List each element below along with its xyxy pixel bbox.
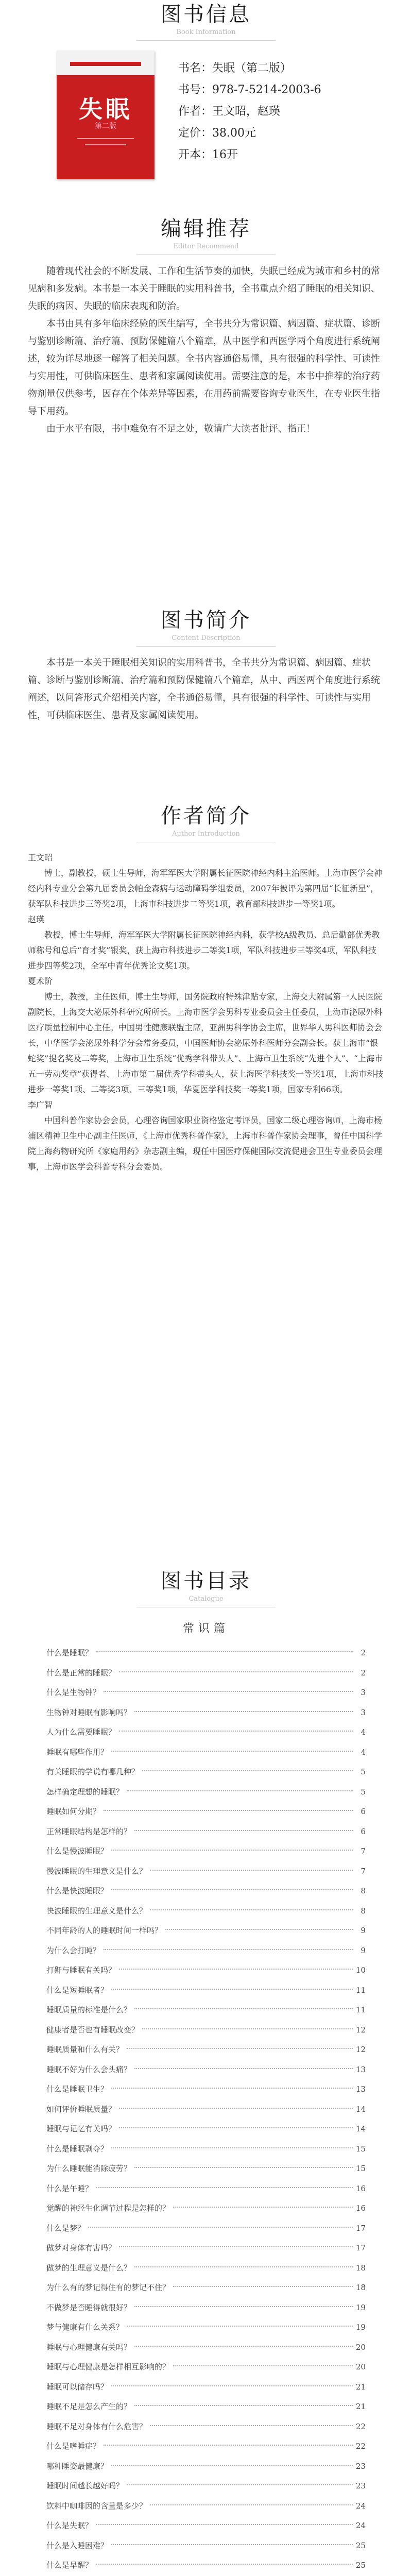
catalog-entry-page: 13 (355, 2064, 366, 2074)
catalog-leader-dots (96, 2564, 353, 2565)
catalog-entry[interactable] (46, 1722, 366, 1742)
section-title: 作者简介 (161, 804, 251, 828)
section-title: 编辑推荐 (161, 217, 251, 241)
catalog-entry-page: 2 (360, 1668, 366, 1677)
catalog-leader-dots (111, 2465, 353, 2466)
section-subtitle: Editor Recommend (173, 243, 239, 250)
catalog-leader-dots (142, 1770, 353, 1771)
catalog-leader-dots (134, 2405, 353, 2406)
catalog-entry-page: 24 (355, 2521, 366, 2530)
catalog-entry-title: 睡眠不好为什么会头痛？ (46, 2064, 132, 2074)
catalog-entry-page: 20 (355, 2342, 366, 2352)
catalog-leader-dots (173, 2207, 353, 2208)
catalog-entry-page: 3 (360, 1688, 366, 1697)
catalog-entry-title: 什么是梦？ (46, 2223, 85, 2233)
catalog-leader-dots (134, 1830, 353, 1831)
section-title: 图书简介 (161, 608, 251, 632)
catalog-leader-dots (111, 2088, 353, 2089)
catalog-entry-title: 饮料中咖啡因的含量是多少？ (46, 2501, 147, 2511)
catalog-entry-page: 16 (355, 2204, 366, 2213)
recommend-paragraph: 随着现代社会的不断发展、工作和生活节奏的加快，失眠已经成为城市和乡村的常见病和多发病。本书是一本关于睡眠的实用科普书，全书重点介绍了睡眠的相关知识、失眠的病因、失眠的临床表现和防治。 (28, 266, 380, 312)
section-title: 图书信息 (161, 3, 251, 26)
catalog-entry-title: 睡眠与心理健康有关吗？ (46, 2342, 132, 2352)
meta-row-format (178, 144, 321, 166)
catalog-entry-title: 觉醒的神经生化调节过程是怎样的？ (46, 2204, 170, 2213)
catalog-entry-title: 睡眠如何分期？ (46, 1807, 101, 1816)
catalog-entry[interactable] (46, 1841, 366, 1861)
meta-row-isbn (178, 79, 321, 101)
catalog-entry-page: 9 (360, 1926, 366, 1935)
catalog-entry-title: 睡眠时间越长越好吗？ (46, 2481, 124, 2490)
book-cover (57, 50, 154, 179)
catalog-entry[interactable] (46, 2317, 366, 2337)
catalog-entry-title: 睡眠质量的标准是什么？ (46, 2005, 132, 2014)
meta-label: 书名： (178, 62, 213, 75)
catalog-entry-page: 19 (355, 2302, 366, 2312)
meta-row-price (178, 123, 321, 144)
catalog-entry-page: 14 (355, 2124, 366, 2133)
catalog-entry-page: 22 (355, 2421, 366, 2431)
author-bio: 博士，教授，主任医师，博士生导师，国务院政府特殊津贴专家，上海交大附属第一人民医院副院长，上海交大泌尿外科研究所所长。上海市医学会男科专业委员会主任委员，上海市泌尿外科医疗质量控制中心主任。中国男性健康联盟主席，亚洲男科学协会主席，世界华人男科医师协会会长，中华医学会泌尿外科学分会常务委员，中国医师协会泌尿外科医师分会副会长。获上海市“银蛇奖”提名奖及二等奖，上海市卫生系统“优秀学科带头人”、上海市卫生系统“先进个人”、“上海市五一劳动奖章”获得者、上海市第二届优秀学科带头人，获上海医学科技奖一等奖1项，上海市科技进步一等奖1项、二等奖3项、三等奖1项，华夏医学科技奖一等奖1项，国家专利66项。 (28, 992, 384, 1094)
author-name: 夏术阶 (28, 976, 53, 986)
catalog-entry[interactable] (46, 2139, 366, 2159)
section-divider (136, 40, 276, 41)
catalog-entry-title: 不同年龄的人的睡眠时间一样吗？ (46, 1926, 163, 1935)
catalog-entry-page: 8 (360, 1906, 366, 1916)
catalog-entry[interactable] (46, 2040, 366, 2060)
catalog-entry[interactable] (46, 2516, 366, 2536)
catalog-entry-title: 什么是睡眠？ (46, 1648, 93, 1657)
section-title: 图书目录 (161, 1569, 251, 1593)
meta-value: 16开 (212, 148, 238, 161)
catalog-entry-title: 睡眠与记忆有关吗？ (46, 2124, 116, 2133)
catalog-entry[interactable] (46, 1901, 366, 1921)
catalog-entry-title: 什么是睡眠卫生？ (46, 2084, 109, 2094)
intro-text (0, 654, 412, 724)
author-name: 王文昭 (28, 853, 53, 862)
catalog-entry-page: 16 (355, 2183, 366, 2193)
catalog-entry-page: 25 (355, 2540, 366, 2550)
catalog-leader-dots (119, 2108, 353, 2109)
catalog-leader-dots (127, 2048, 353, 2049)
catalog-entry-title: 慢波睡眠的生理意义是什么？ (46, 1866, 147, 1876)
catalog-entry-page: 7 (360, 1846, 366, 1856)
catalog-entry[interactable] (46, 2337, 366, 2358)
catalog-entry[interactable] (46, 1802, 366, 1822)
catalog-entry-page: 2 (360, 1648, 366, 1657)
catalog-leader-dots (134, 2068, 353, 2069)
recommend-paragraph: 本书由具有多年临床经验的医生编写，全书共分为常识篇、病因篇、症状篇、诊断与鉴别诊断篇、治疗篇、预防保健篇八个篇章，从中医学和西医学两个角度进行系统阐述，较为详尽地逐一解答了相关问题。全书内容通俗易懂，具有很强的科学性、可读性与实用性，可供临床医生、患者和家属阅读使用。需要注意的是，本书中推荐的治疗药物剂量仅供参考，因存在个体差异等因素，在用药前需要咨询专业医生，在专业医生指导下用药。 (28, 318, 380, 417)
catalog-leader-dots (96, 2187, 353, 2188)
catalog-leader-dots (119, 2246, 353, 2247)
catalog-leader-dots (127, 2484, 353, 2485)
catalog-leader-dots (134, 1711, 353, 1712)
catalog-entry-page: 20 (355, 2362, 366, 2371)
author-name: 李广智 (28, 1100, 53, 1110)
catalog-leader-dots (111, 1850, 353, 1851)
catalog-entry-title: 健康者是否也有睡眠改变？ (46, 2025, 140, 2035)
cover-band (70, 62, 141, 66)
catalog-entry-title: 什么是短睡眠者？ (46, 1985, 109, 1995)
section-subtitle: Content Description (171, 634, 241, 642)
section-header-author (0, 804, 412, 842)
section-divider (136, 646, 276, 647)
catalog-entry[interactable] (46, 2298, 366, 2318)
catalog-entry[interactable] (46, 2000, 366, 2020)
catalog-entry-title: 什么是早醒？ (46, 2561, 93, 2570)
author-text (0, 850, 412, 1175)
catalog-entry[interactable] (46, 2099, 366, 2120)
catalog-entry[interactable] (46, 2079, 366, 2099)
catalog-entry[interactable] (46, 1742, 366, 1762)
section-header-recommend (0, 216, 412, 255)
catalog-leader-dots (127, 1790, 353, 1791)
catalog-leader-dots (96, 2524, 353, 2525)
catalog-leader-dots (111, 2385, 353, 2386)
catalog-entry-page: 25 (355, 2561, 366, 2570)
catalog-leader-dots (134, 2008, 353, 2009)
intro-paragraph: 本书是一本关于睡眠相关知识的实用科普书，全书共分为常识篇、病因篇、症状篇、诊断与鉴别诊断篇、治疗篇和预防保健篇八个篇章，从中、西医两个角度进行系统阐述，以问答形式介绍相关内容，全书通俗易懂，具有很强的科学性、可读性与实用性，可供临床医生、患者及家属阅读使用。 (28, 657, 380, 721)
catalog-entry[interactable] (46, 2357, 366, 2377)
catalog-entry-title: 睡眠有哪些作用？ (46, 1747, 109, 1757)
catalog-entry-title: 什么是睡眠剥夺？ (46, 2144, 109, 2154)
catalog-entry-page: 10 (355, 1965, 366, 1975)
catalog-entry-page: 17 (355, 2243, 366, 2252)
recommend-paragraph: 由于水平有限，书中难免有不足之处，敬请广大读者批评、指正！ (46, 423, 315, 434)
catalog-entry-title: 睡眠不足对身体有什么危害？ (46, 2421, 147, 2431)
catalog-entry-title: 不做梦是否睡得就很好？ (46, 2302, 132, 2312)
catalog-entry-page: 23 (355, 2481, 366, 2490)
catalog-entry[interactable] (46, 2377, 366, 2397)
section-header-info (0, 2, 412, 41)
catalog-leader-dots (142, 2028, 353, 2029)
catalog-entry-page: 19 (355, 2323, 366, 2332)
meta-value: 978-7-5214-2003-6 (212, 83, 321, 96)
catalog-entry-title: 生物钟对睡眠有影响吗？ (46, 1707, 132, 1717)
catalog-leader-dots (88, 2227, 353, 2228)
section-subtitle: Catalogue (188, 1595, 224, 1603)
recommend-text (0, 263, 412, 438)
cover-rule (85, 144, 126, 145)
catalog-entry-page: 6 (360, 1826, 366, 1836)
catalog-entry[interactable] (46, 2218, 366, 2239)
meta-label: 书号： (178, 83, 213, 96)
catalog-entry[interactable] (46, 2436, 366, 2456)
catalog-leader-dots (127, 2326, 353, 2327)
catalog-entry-title: 做梦的生理意义是什么？ (46, 2263, 132, 2273)
catalog-entry-title: 什么是慢波睡眠？ (46, 1846, 109, 1856)
section-header-catalog (0, 1569, 412, 1607)
meta-label: 定价： (178, 127, 213, 140)
catalog-part-title: 常识篇 (182, 1622, 229, 1635)
catalog (46, 1613, 366, 2576)
author-name: 赵瑛 (28, 914, 45, 924)
catalog-entry-title: 梦与健康有什么关系？ (46, 2323, 124, 2332)
catalog-entry-page: 22 (355, 2442, 366, 2451)
catalog-leader-dots (134, 2306, 353, 2307)
catalog-entry-title: 什么是正常的睡眠？ (46, 1668, 116, 1677)
catalog-entry[interactable] (46, 1861, 366, 1882)
catalog-entry-title: 如何评价睡眠质量？ (46, 2104, 116, 2114)
meta-row-author (178, 101, 321, 123)
catalog-entry-title: 什么是快波睡眠？ (46, 1886, 109, 1895)
catalog-entry[interactable] (46, 2119, 366, 2139)
catalog-entry-page: 12 (355, 2045, 366, 2054)
catalog-entry[interactable] (46, 2198, 366, 2218)
catalog-entry[interactable] (46, 2555, 366, 2575)
catalog-leader-dots (119, 1969, 353, 1970)
catalog-entry-page: 21 (355, 2382, 366, 2392)
catalog-leader-dots (150, 1870, 353, 1871)
catalog-entry-page: 12 (355, 2025, 366, 2035)
catalog-entry-title: 有关睡眠的学说有哪几种？ (46, 1767, 140, 1776)
catalog-entry-page: 4 (360, 1727, 366, 1737)
catalog-entry-page: 21 (355, 2402, 366, 2411)
catalog-entry-title: 人为什么需要睡眠？ (46, 1727, 116, 1737)
catalog-leader-dots (119, 1671, 353, 1672)
meta-value: 38.00元 (212, 127, 256, 140)
catalog-leader-dots (165, 1929, 353, 1930)
catalog-entry-title: 为什么睡眠能消除疲劳？ (46, 2164, 132, 2173)
catalog-entry-title: 正常睡眠结构是怎样的？ (46, 1826, 132, 1836)
catalog-entry-page: 7 (360, 1866, 366, 1876)
catalog-entry[interactable] (46, 1703, 366, 1723)
meta-value: 失眠（第二版） (212, 62, 292, 75)
catalog-entry[interactable] (46, 2179, 366, 2199)
cover-title: 失眠 (79, 95, 132, 123)
catalog-leader-dots (173, 2365, 353, 2366)
catalog-leader-dots (111, 2147, 353, 2148)
catalog-entry-page: 5 (360, 1787, 366, 1797)
catalog-entry[interactable] (46, 2020, 366, 2040)
catalog-entry-page: 15 (355, 2164, 366, 2173)
catalog-leader-dots (104, 1810, 353, 1811)
catalog-entry-page: 4 (360, 1747, 366, 1757)
catalog-entry-title: 睡眠质量和什么有关？ (46, 2045, 124, 2054)
catalog-entry-page: 11 (355, 2005, 366, 2014)
catalog-entry-page: 6 (360, 1807, 366, 1816)
catalog-entry-title: 什么是失眠？ (46, 2521, 93, 2530)
catalog-leader-dots (119, 1731, 353, 1732)
catalog-leader-dots (150, 2425, 353, 2426)
section-subtitle: Book Information (176, 28, 236, 36)
section-subtitle: Author Introduction (172, 830, 240, 838)
catalog-leader-dots (173, 2286, 353, 2287)
catalog-entry[interactable] (46, 1822, 366, 1842)
catalog-entry-page: 3 (360, 1707, 366, 1717)
catalog-leader-dots (111, 2544, 353, 2545)
catalog-entry-title: 什么是午睡？ (46, 2183, 93, 2193)
cover-rule (77, 138, 134, 139)
meta-label: 作者： (178, 105, 213, 118)
catalog-entry[interactable] (46, 2456, 366, 2477)
catalog-leader-dots (111, 1889, 353, 1890)
catalog-entry[interactable] (46, 1762, 366, 1782)
catalog-entry-page: 5 (360, 1767, 366, 1776)
catalog-entry[interactable] (46, 1941, 366, 1961)
section-header-intro (0, 608, 412, 647)
catalog-entry-title: 为什么有的梦记得住有的梦记不住？ (46, 2283, 170, 2292)
catalog-entry-title: 快波睡眠的生理意义是什么？ (46, 1906, 147, 1916)
catalog-leader-dots (104, 1949, 353, 1950)
catalog-leader-dots (104, 1691, 353, 1692)
catalog-entry-page: 9 (360, 1945, 366, 1955)
catalog-entry[interactable] (46, 2258, 366, 2278)
author-bio: 中国科普作家协会会员，心理咨询国家职业资格鉴定考评员，国家二级心理咨询师，上海市杨浦区精神卫生中心副主任医师，《上海市优秀科普作家》，上海市科普作家协会理事，曾任中国科学院上海药物研究所《家庭用药》杂志副主编，现任中国医疗保健国际交流促进会卫生专业委员会理事，上海市医学会科普专科分会委员。 (28, 1115, 383, 1172)
catalog-entry[interactable] (46, 1980, 366, 2001)
catalog-entry-page: 14 (355, 2104, 366, 2114)
catalog-leader-dots (134, 2346, 353, 2347)
catalog-entry[interactable] (46, 2397, 366, 2417)
catalog-entry-title: 怎样确定理想的睡眠？ (46, 1787, 124, 1797)
meta-value: 王文昭，赵瑛 (212, 105, 281, 118)
catalog-entry-title: 做梦对身体有害吗？ (46, 2243, 116, 2252)
catalog-entry[interactable] (46, 2476, 366, 2496)
catalog-entry-title: 睡眠与心理健康是怎样相互影响的？ (46, 2362, 170, 2371)
catalog-entry[interactable] (46, 1663, 366, 1683)
book-meta (178, 58, 321, 166)
meta-row-title (178, 58, 321, 79)
catalog-entry[interactable] (46, 1921, 366, 1941)
catalog-leader-dots (134, 2167, 353, 2168)
catalog-entry[interactable] (46, 2238, 366, 2258)
catalog-entry-page: 18 (355, 2263, 366, 2273)
catalog-entry[interactable] (46, 2159, 366, 2179)
author-bio: 教授，博士生导师，海军军医大学附属长征医院神经内科，获学校A级教员、总后勤部优秀教师称号和总后“育才奖”银奖，获上海市科技进步二等奖1项，军队科技进步三等奖4项，军队科技进步四等奖2项，全军中青年优秀论文奖1项。 (28, 930, 380, 971)
catalog-leader-dots (111, 1989, 353, 1990)
catalog-leader-dots (111, 1751, 353, 1752)
catalog-entry-page: 18 (355, 2283, 366, 2292)
catalog-leader-dots (150, 1909, 353, 1910)
catalog-leader-dots (104, 2445, 353, 2446)
catalog-leader-dots (134, 2266, 353, 2267)
book-info (0, 41, 412, 196)
catalog-leader-dots (119, 2127, 353, 2128)
catalog-entry-title: 打鼾与睡眠有关吗？ (46, 1965, 116, 1975)
catalog-entry-title: 什么是生物钟？ (46, 1688, 101, 1697)
catalog-entry-page: 11 (355, 1985, 366, 1995)
cover-edition: 第二版 (95, 122, 116, 130)
catalog-entry[interactable] (46, 2536, 366, 2556)
catalog-entry[interactable] (46, 1960, 366, 1980)
catalog-entry-page: 15 (355, 2144, 366, 2154)
catalog-entry[interactable] (46, 2278, 366, 2298)
catalog-entry-title: 什么是嗜睡症？ (46, 2442, 101, 2451)
catalog-entry-page: 17 (355, 2223, 366, 2233)
meta-label: 开本： (178, 148, 213, 161)
catalog-entry-page: 24 (355, 2501, 366, 2511)
catalog-entry-page: 13 (355, 2084, 366, 2094)
catalog-entry-page: 8 (360, 1886, 366, 1895)
catalog-list (46, 1643, 366, 2576)
catalog-entry-title: 为什么会打盹？ (46, 1945, 101, 1955)
catalog-entry[interactable] (46, 1683, 366, 1703)
catalog-entry[interactable] (46, 2496, 366, 2516)
catalog-leader-dots (150, 2504, 353, 2505)
catalog-entry[interactable] (46, 1782, 366, 1802)
author-bio: 博士，副教授，硕士生导师，海军军医大学附属长征医院神经内科主治医师。上海市医学会神经内科专业分会第九届委员会帕金森病与运动障碍学组委员，2007年被评为第四届“长征新星”，获军队科技进步三等奖2项，上海市科技进步二等奖1项，教育部科技进步一等奖1项。 (28, 868, 383, 909)
catalog-entry[interactable] (46, 1643, 366, 1663)
catalog-entry-title: 什么是入睡困难？ (46, 2540, 109, 2550)
catalog-entry-page: 23 (355, 2461, 366, 2471)
catalog-entry[interactable] (46, 1881, 366, 1901)
catalog-entry[interactable] (46, 2060, 366, 2080)
catalog-leader-dots (96, 1651, 353, 1652)
catalog-entry-title: 睡眠可以储存吗？ (46, 2382, 109, 2392)
catalog-entry-title: 哪种睡姿最健康？ (46, 2461, 109, 2471)
catalog-entry[interactable] (46, 2417, 366, 2437)
catalog-entry-title: 睡眠不足是怎么产生的？ (46, 2402, 132, 2411)
